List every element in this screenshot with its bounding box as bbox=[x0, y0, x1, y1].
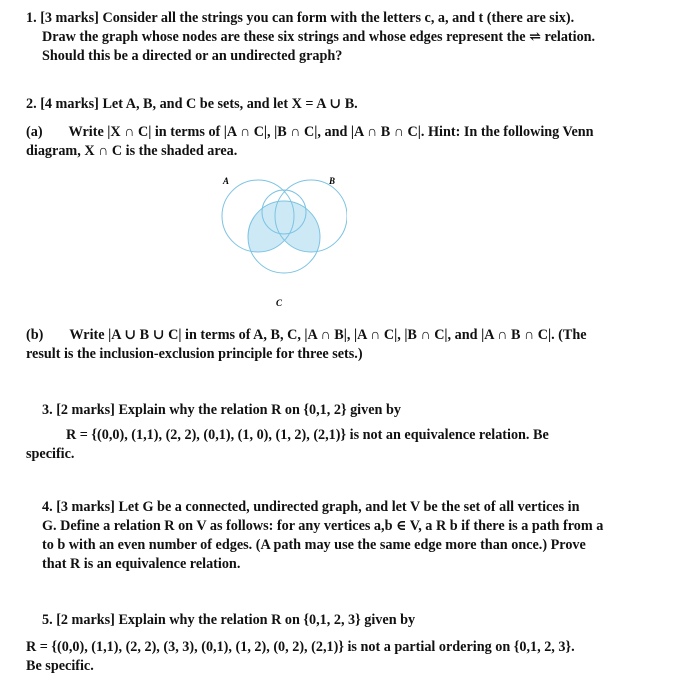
question-5 bbox=[42, 611, 670, 630]
question-3-cont bbox=[26, 426, 671, 464]
q2a-line-1: Write |X ∩ C| in terms of |A ∩ C|, |B ∩ C|, and |A ∩ B ∩ C|. Hint: In the following Venn bbox=[68, 124, 594, 140]
question-4 bbox=[42, 498, 670, 574]
q2a-line-2: diagram, X ∩ C is the shaded area. bbox=[26, 143, 238, 159]
q4-line-1: 4. [3 marks] Let G be a connected, undirected graph, and let V be the set of all vertices in bbox=[42, 499, 580, 515]
venn-diagram bbox=[212, 172, 347, 312]
q2b-label: (b) bbox=[26, 327, 44, 343]
q2a-label: (a) bbox=[26, 124, 43, 140]
q5-line-3: Be specific. bbox=[26, 658, 94, 674]
question-2 bbox=[26, 95, 671, 114]
q3-line-2: R = {(0,0), (1,1), (2, 2), (0,1), (1, 0), (1, 2), (2,1)} is not an equivalence relation. Be bbox=[66, 427, 549, 443]
q1-line-2: Draw the graph whose nodes are these six strings and whose edges represent the ⇌ relation. bbox=[42, 29, 596, 45]
q5-line-2: R = {(0,0), (1,1), (2, 2), (3, 3), (0,1), (1, 2), (0, 2), (2,1)} is not a partial ordering on {0,1, 2, 3}. bbox=[26, 639, 575, 655]
question-3 bbox=[42, 401, 670, 420]
question-1 bbox=[26, 9, 671, 66]
q3-line-3: specific. bbox=[26, 446, 75, 462]
question-5-cont bbox=[26, 638, 671, 676]
q3-line-1: 3. [2 marks] Explain why the relation R on {0,1, 2} given by bbox=[42, 402, 401, 418]
q4-line-2: G. Define a relation R on V as follows: for any vertices a,b ∈ V, a R b if there is a path from a bbox=[42, 518, 604, 534]
q5-line-1: 5. [2 marks] Explain why the relation R on {0,1, 2, 3} given by bbox=[42, 612, 416, 628]
question-2a bbox=[26, 123, 671, 161]
q2b-line-2: result is the inclusion-exclusion principle for three sets.) bbox=[26, 346, 363, 362]
q2-intro: 2. [4 marks] Let A, B, and C be sets, and let X = A ∪ B. bbox=[26, 96, 358, 112]
shaded-region-x-intersect-c bbox=[222, 180, 347, 252]
q1-line-3: Should this be a directed or an undirected graph? bbox=[42, 48, 343, 64]
label-a: A bbox=[223, 176, 230, 186]
q4-line-4: that R is an equivalence relation. bbox=[42, 556, 241, 572]
label-c: C bbox=[276, 298, 283, 308]
q4-line-3: to b with an even number of edges. (A path may use the same edge more than once.) Prove bbox=[42, 537, 586, 553]
q1-line-1: 1. [3 marks] Consider all the strings you can form with the letters c, a, and t (there are six). bbox=[26, 10, 575, 26]
question-2b bbox=[26, 326, 671, 364]
q2b-line-1: Write |A ∪ B ∪ C| in terms of A, B, C, |A ∩ B|, |A ∩ C|, |B ∩ C|, and |A ∩ B ∩ C|. (The bbox=[69, 327, 587, 343]
label-b: B bbox=[329, 176, 336, 186]
